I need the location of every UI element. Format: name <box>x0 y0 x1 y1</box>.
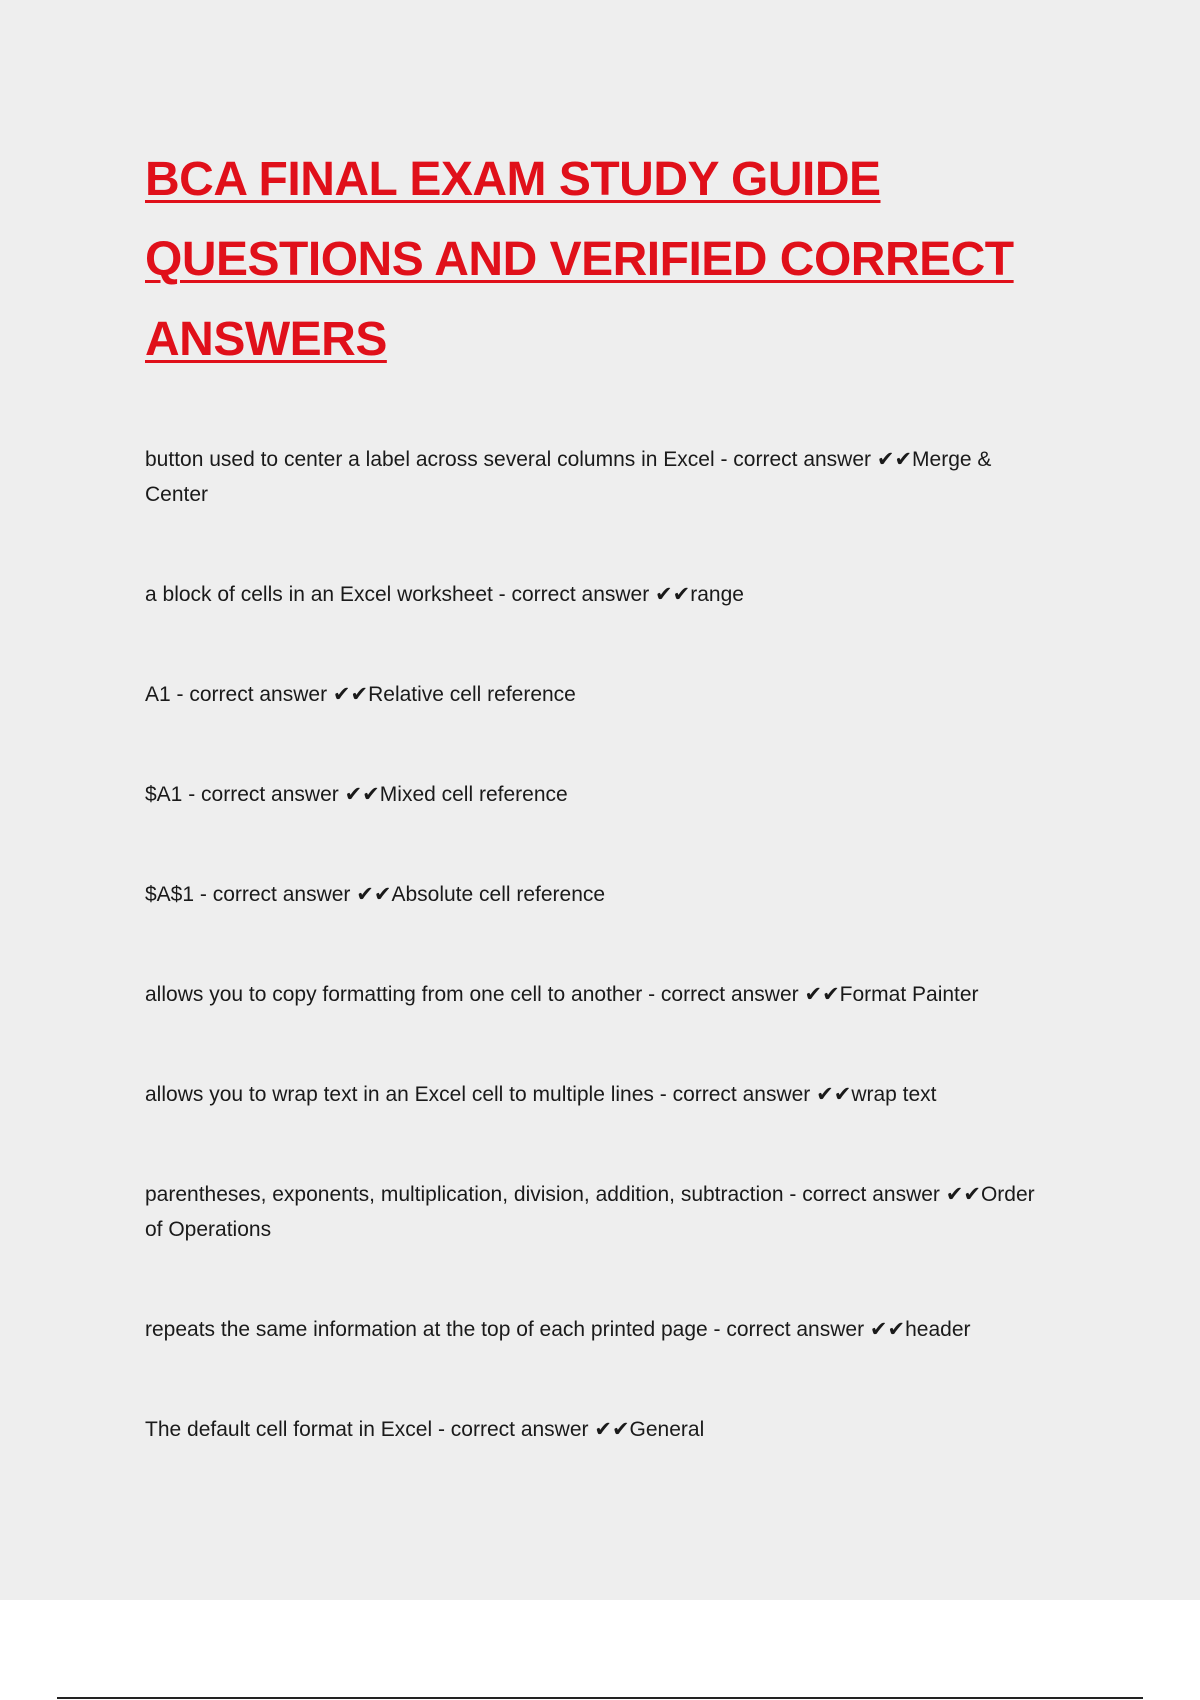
answer-marker: - correct answer ✔✔ <box>642 983 840 1006</box>
qa-list <box>145 442 1065 1447</box>
qa-item <box>145 677 1055 712</box>
answer-text: Mixed cell reference <box>379 783 568 806</box>
answer-text: wrap text <box>851 1083 937 1106</box>
footer-divider <box>57 1697 1143 1699</box>
answer-text: Absolute cell reference <box>391 883 606 906</box>
qa-item <box>145 777 1055 812</box>
document-content <box>145 140 1065 1512</box>
answer-marker: - correct answer ✔✔ <box>714 448 913 471</box>
answer-marker: - correct answer ✔✔ <box>783 1183 981 1206</box>
answer-text: Format Painter <box>839 983 979 1006</box>
qa-item <box>145 1177 1055 1247</box>
qa-item <box>145 1412 1055 1447</box>
qa-item <box>145 1077 1055 1112</box>
answer-text: Order of Operations <box>145 1183 1035 1241</box>
document-title: BCA FINAL EXAM STUDY GUIDE QUESTIONS AND VERIFIED CORRECT ANSWERS <box>145 153 1014 366</box>
qa-item <box>145 1312 1055 1347</box>
question-text: The default cell format in Excel <box>145 1418 433 1441</box>
question-text: $A1 <box>145 783 183 806</box>
question-text: allows you to copy formatting from one cell to another <box>145 983 643 1006</box>
answer-text: General <box>629 1418 705 1441</box>
question-text: $A$1 <box>145 883 195 906</box>
question-text: allows you to wrap text in an Excel cell to multiple lines <box>145 1083 654 1106</box>
qa-item <box>145 977 1055 1012</box>
qa-item <box>145 442 1055 512</box>
question-text: A1 <box>145 683 171 706</box>
qa-item <box>145 877 1055 912</box>
answer-marker: - correct answer ✔✔ <box>707 1318 906 1341</box>
answer-marker: - correct answer ✔✔ <box>170 683 369 706</box>
answer-marker: - correct answer ✔✔ <box>653 1083 852 1106</box>
question-text: parentheses, exponents, multiplication, division, addition, subtraction <box>145 1183 784 1206</box>
qa-item <box>145 577 1055 612</box>
question-text: repeats the same information at the top of each printed page <box>145 1318 708 1341</box>
answer-marker: - correct answer ✔✔ <box>182 783 380 806</box>
answer-marker: - correct answer ✔✔ <box>492 583 691 606</box>
answer-text: Merge & Center <box>145 448 992 506</box>
question-text: button used to center a label across several columns in Excel <box>145 448 715 471</box>
answer-marker: - correct answer ✔✔ <box>194 883 392 906</box>
question-text: a block of cells in an Excel worksheet <box>145 583 493 606</box>
answer-text: range <box>690 583 744 606</box>
answer-marker: - correct answer ✔✔ <box>432 1418 630 1441</box>
answer-text: header <box>905 1318 971 1341</box>
answer-text: Relative cell reference <box>368 683 576 706</box>
